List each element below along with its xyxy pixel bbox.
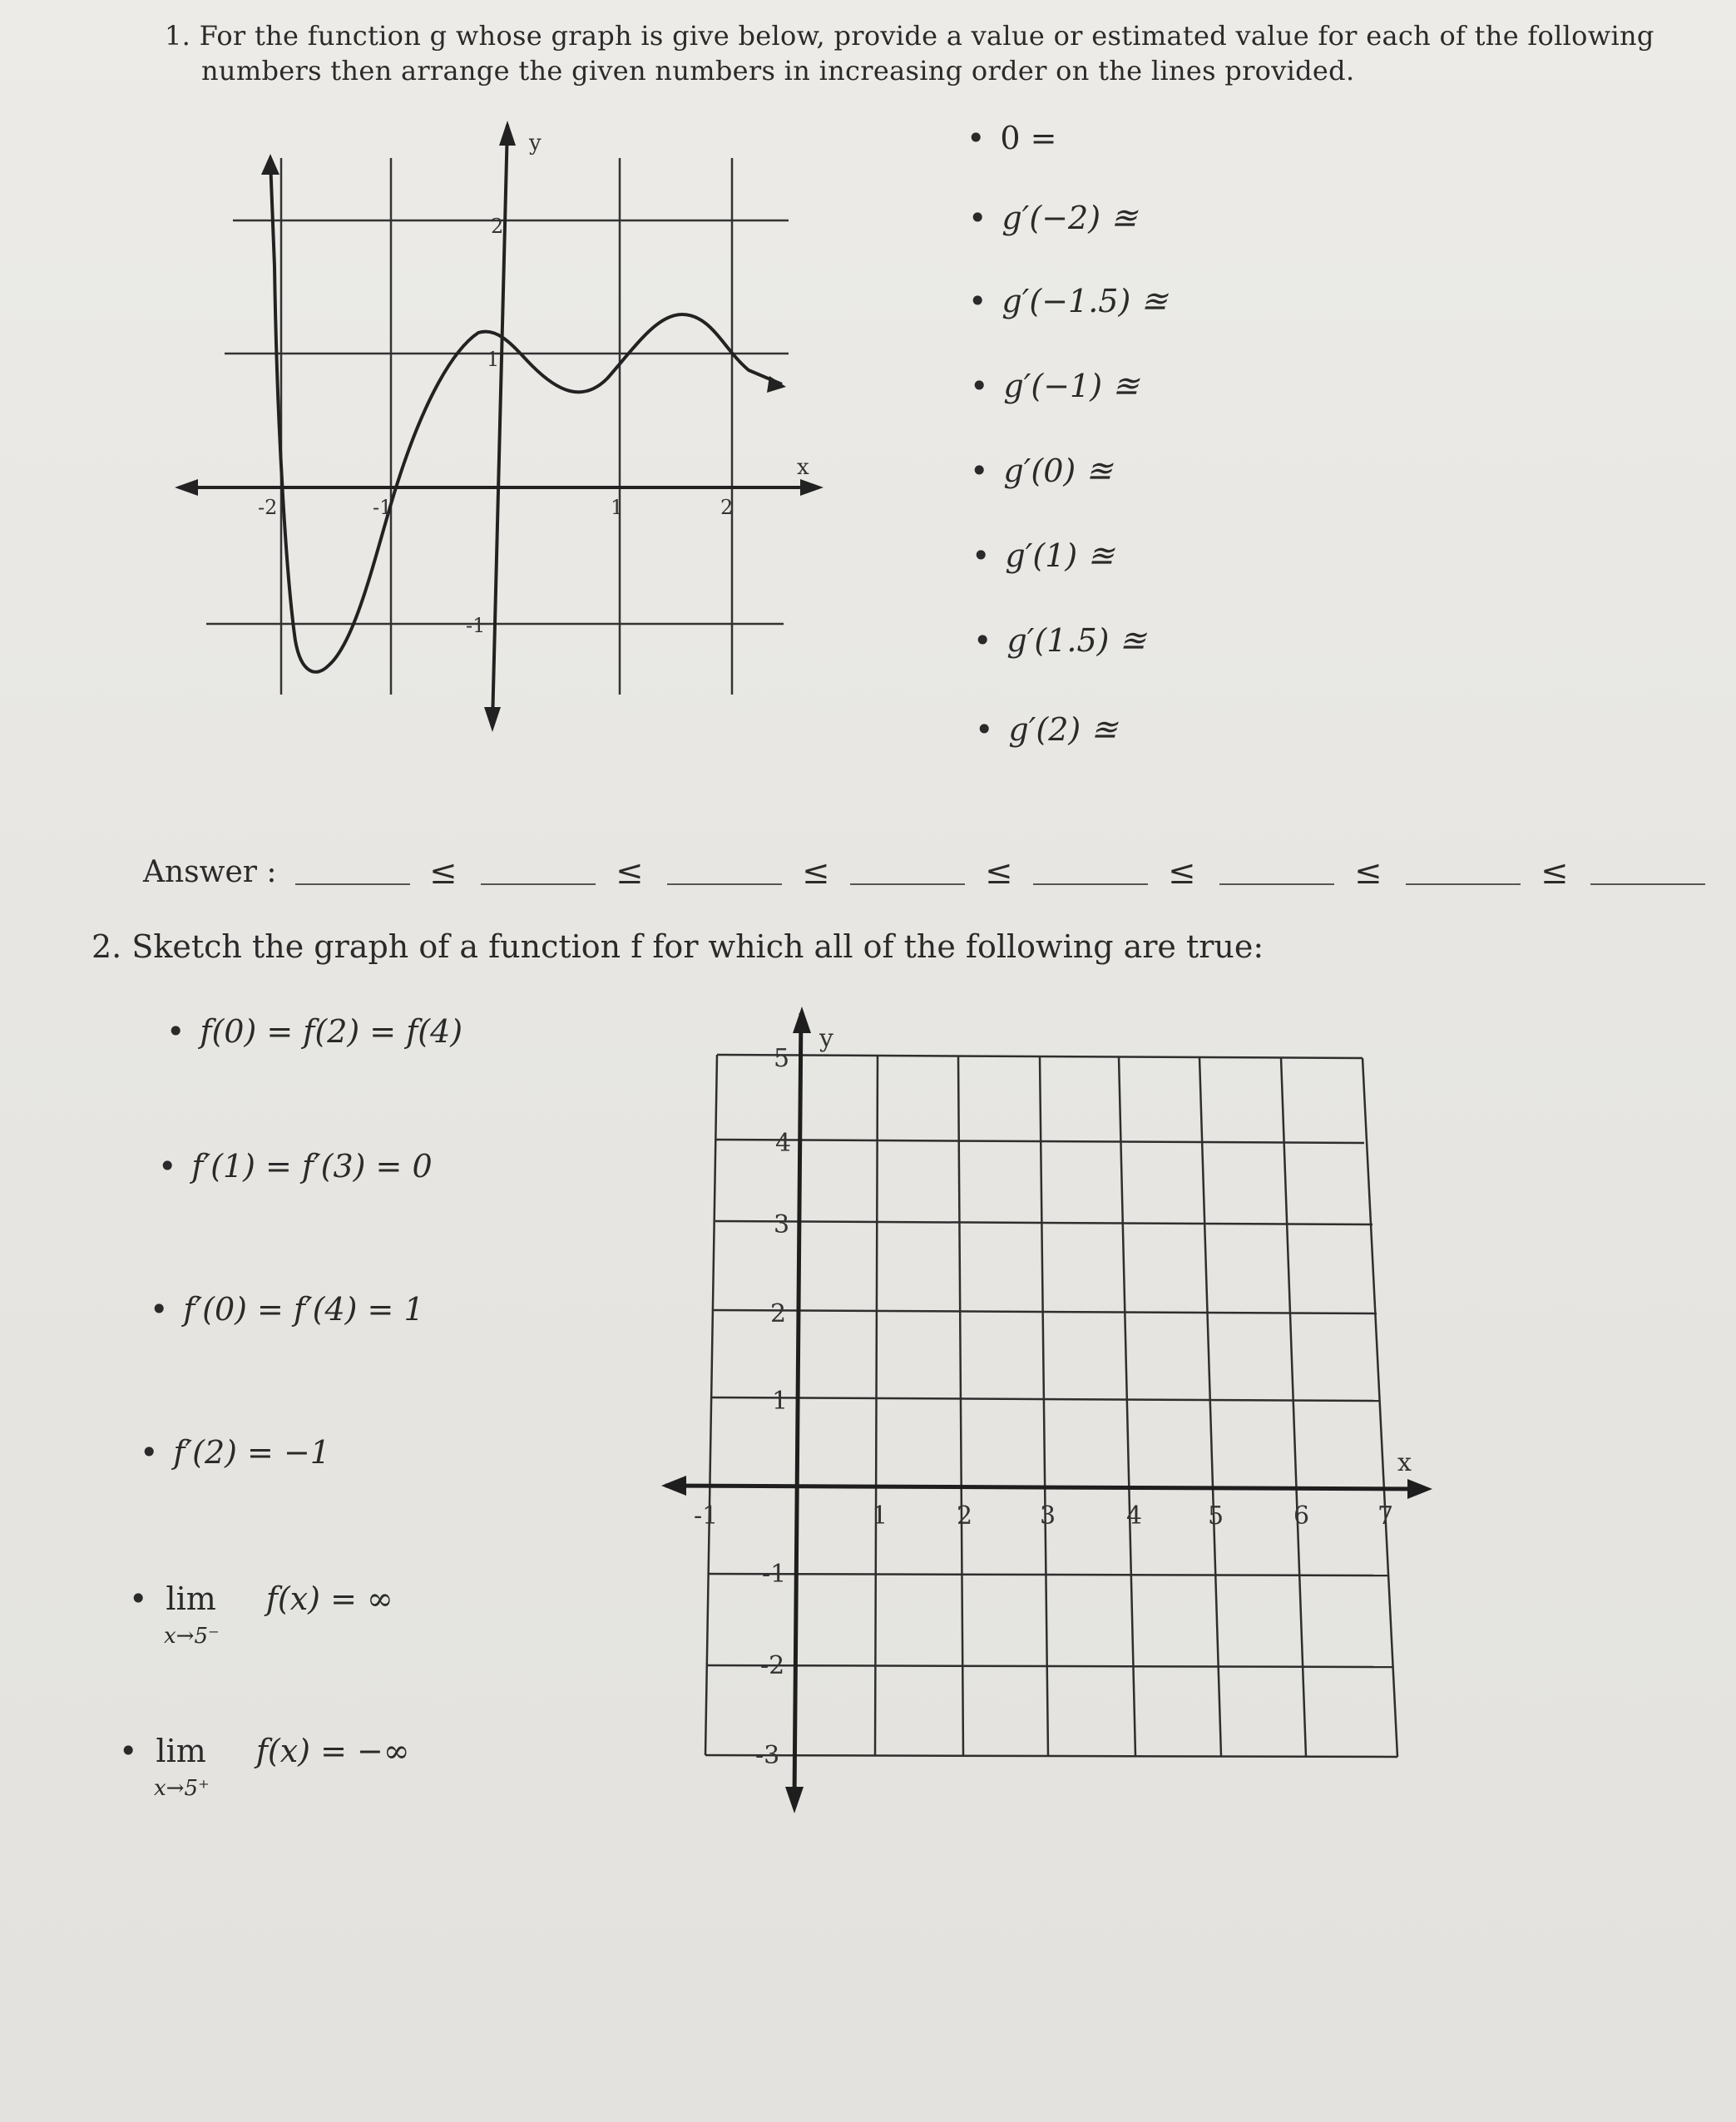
limit-right-expr: f(x) = −∞	[255, 1733, 410, 1769]
answer-blank-3[interactable]	[667, 883, 782, 885]
answer-blank-5[interactable]	[1033, 883, 1148, 885]
answer-blank-4[interactable]	[850, 883, 965, 885]
f-ytick-m1: -1	[762, 1560, 787, 1589]
g-ytick-m1: -1	[466, 614, 486, 637]
answer-label: Answer :	[143, 855, 277, 889]
f-ytick-3: 3	[774, 1210, 790, 1239]
f-ytick-1: 1	[772, 1387, 789, 1416]
f-x-label: x	[1397, 1448, 1412, 1477]
f-xtick-2: 2	[957, 1501, 973, 1531]
leq-1: ≤	[429, 853, 457, 892]
g-xtick-m2: -2	[258, 496, 278, 519]
f-xtick-m1: -1	[694, 1501, 719, 1531]
leq-2: ≤	[616, 853, 644, 892]
g-ytick-2: 2	[491, 215, 504, 238]
item-gprime-m2: • g′(−2) ≊	[968, 200, 1137, 236]
graph-of-g	[150, 108, 982, 740]
answer-blank-6[interactable]	[1219, 883, 1334, 885]
item-zero: • 0 =	[967, 120, 1057, 156]
f-xtick-4: 4	[1126, 1501, 1143, 1531]
f-x-axis	[665, 1486, 1422, 1489]
limit-left-expr: f(x) = ∞	[265, 1580, 393, 1617]
item-gprime-1-5: • g′(1.5) ≊	[973, 622, 1146, 659]
problem1-line1: 1. For the function g whose graph is give below, provide a value or estimated value for each of the following	[165, 20, 1654, 52]
g-y-label: y	[529, 131, 542, 156]
g-ytick-1: 1	[487, 348, 500, 371]
condition-fprime-one: • f′(0) = f′(4) = 1	[150, 1291, 424, 1328]
f-ytick-4: 4	[775, 1129, 792, 1158]
limit-right: • lim x→5⁺ f(x) = −∞	[119, 1733, 410, 1801]
answer-blank-1[interactable]	[295, 883, 410, 885]
limit-left: • lim x→5⁻ f(x) = ∞	[129, 1580, 393, 1649]
f-ytick-2: 2	[770, 1299, 787, 1328]
leq-6: ≤	[1354, 853, 1382, 892]
f-y-label: y	[819, 1024, 833, 1053]
leq-3: ≤	[802, 853, 830, 892]
problem2-intro: 2. Sketch the graph of a function f for which all of the following are true:	[91, 928, 1264, 965]
answer-blank-7[interactable]	[1406, 883, 1521, 885]
f-xtick-7: 7	[1377, 1501, 1394, 1531]
f-xtick-3: 3	[1040, 1501, 1056, 1531]
condition-f-equal: • f(0) = f(2) = f(4)	[166, 1013, 463, 1050]
f-ytick-m2: -2	[760, 1651, 785, 1680]
g-x-label: x	[797, 455, 809, 480]
leq-4: ≤	[985, 853, 1013, 892]
item-gprime-0: • g′(0) ≊	[970, 453, 1113, 489]
answer-blank-8[interactable]	[1590, 883, 1705, 885]
item-gprime-m1: • g′(−1) ≊	[970, 368, 1139, 404]
g-xtick-1: 1	[611, 496, 624, 519]
limit-right-sub: x→5⁺	[154, 1776, 210, 1801]
f-xtick-6: 6	[1293, 1501, 1310, 1531]
problem1-line2: numbers then arrange the given numbers in increasing order on the lines provided.	[201, 55, 1355, 87]
limit-left-sub: x→5⁻	[164, 1624, 220, 1649]
f-xtick-1: 1	[872, 1501, 888, 1531]
condition-fprime-zero: • f′(1) = f′(3) = 0	[158, 1148, 433, 1185]
grid-lines	[705, 1055, 1397, 1757]
item-gprime-2: • g′(2) ≊	[975, 711, 1118, 748]
condition-fprime-neg: • f′(2) = −1	[140, 1434, 330, 1471]
answer-blank-2[interactable]	[481, 883, 596, 885]
leq-7: ≤	[1541, 853, 1569, 892]
item-gprime-m1-5: • g′(−1.5) ≊	[968, 283, 1168, 319]
f-ytick-m3: -3	[755, 1741, 780, 1770]
sketch-grid[interactable]	[649, 998, 1412, 1822]
f-ytick-5: 5	[774, 1044, 790, 1073]
f-xtick-5: 5	[1208, 1501, 1224, 1531]
leq-5: ≤	[1168, 853, 1196, 892]
g-curve	[270, 160, 782, 672]
item-gprime-1: • g′(1) ≊	[972, 537, 1115, 574]
g-xtick-m1: -1	[373, 496, 393, 519]
f-y-axis	[794, 1013, 801, 1801]
g-xtick-2: 2	[720, 496, 734, 519]
